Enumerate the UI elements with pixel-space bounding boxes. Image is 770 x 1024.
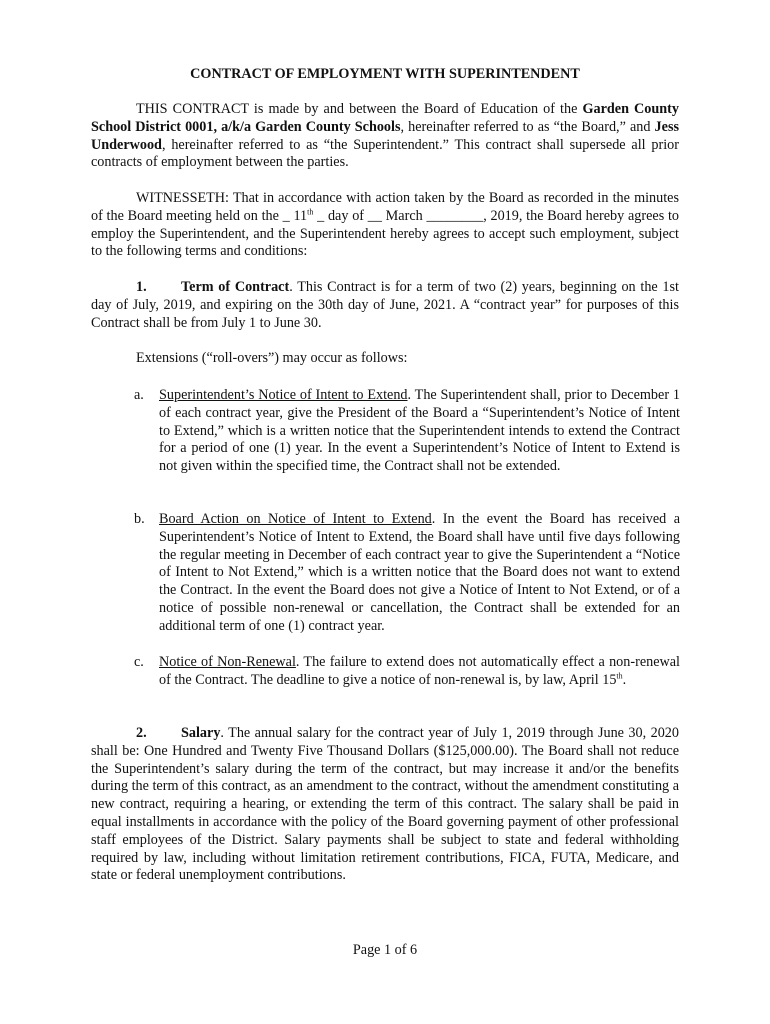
document-title: CONTRACT OF EMPLOYMENT WITH SUPERINTENDENT [190,66,580,82]
extensions-intro-text: Extensions (“roll-overs”) may occur as follows: [136,350,408,366]
witness-sup: th [307,207,314,217]
intro-text-2: , hereinafter referred to as “the Board,” and [400,118,655,135]
page-number: Page 1 of 6 [352,942,418,958]
district-name: Garden County School District 0001, a/k/a Garden County Schools [91,101,679,135]
item-a-heading: Superintendent’s Notice of Intent to Extend [159,387,408,403]
item-c-heading: Notice of Non-Renewal [159,654,296,670]
item-b-letter: b. [134,511,145,527]
intro-text-3: , hereinafter referred to as “the Superintendent.” This contract shall supersede all prior contracts of employment between the parties. [91,136,679,171]
witness-text-1: WITNESSETH: That in accordance with action taken by the Board as recorded in the minutes of the Board meeting held on the _ 11 [91,190,679,224]
item-b-heading: Board Action on Notice of Intent to Extend [159,511,432,527]
witness-text-2: _ day of __ March ________, 2019, the Board hereby agrees to employ the Superintendent, and the Superintendent hereby agrees to accept such employment, subject to the following terms and conditions: [91,207,679,260]
section-1-paragraph [91,279,679,332]
item-c-text: . The failure to extend does not automatically effect a non-renewal of the Contract. The deadline to give a notice of non-renewal is, by law, April 15 [159,654,680,688]
item-c-letter: c. [134,654,144,670]
witness-paragraph [91,190,679,261]
item-b [134,511,680,636]
item-a [134,387,680,476]
item-c-tail: . [622,671,627,688]
item-a-text: . The Superintendent shall, prior to December 1 of each contract year, give the President of the Board a “Superintendent’s Notice of Intent to Extend,” which is a written notice that the Superintendent intends to extend the Contract for a period of one (1) year. In the event a Superintendent’s Notice of Intent to Extend is not given within the specified time, the Contract shall not be extended. [159,387,680,475]
section-1-heading: Term of Contract [181,279,290,295]
superintendent-name: Jess Underwood [91,118,679,153]
intro-paragraph [91,101,679,172]
section-1-number: 1. [136,279,147,295]
section-2-heading: Salary [181,725,221,741]
section-2-text: . The annual salary for the contract year of July 1, 2019 through June 30, 2020 shall be: One Hundred and Twenty Five Thousand Dollars ($125,000.00). The Board shall not reduce the Superintendent’s salary during the term of the contract, but may increase it and/or the benefits during the term of this contract, as an amendment to the contract, without the amendment constituting a new contract, requiring a hearing, or extending the term of this contract. The salary shall be paid in equal installments in accordance with the policy of the Board governing payment of other professional staff employees of the District. Salary payments shall be subject to state and federal withholding required by law, including without limitation retirement contributions, FICA, FUTA, Medicare, and state or federal unemployment contributions. [91,725,679,884]
section-2-paragraph [91,725,679,885]
section-2-number: 2. [136,725,147,741]
extensions-intro [91,350,679,368]
intro-text-1: THIS CONTRACT is made by and between the Board of Education of the [136,101,583,117]
section-1-text: . This Contract is for a term of two (2) years, beginning on the 1st day of July, 2019, and expiring on the 30th day of June, 2021. A “contract year” for purposes of this Contract shall be from July 1 to June 30. [91,279,679,331]
item-c [134,654,680,690]
item-b-text: . In the event the Board has received a Superintendent’s Notice of Intent to Extend, the Board shall have until five days following the regular meeting in December of each contract year to give the Superintendent a “Notice of Intent to Not Extend,” which is a written notice that the Board does not want to extend the Contract. In the event the Board does not give a Notice of Intent to Not Extend, or of a notice of possible non-renewal or cancellation, the Contract shall be extended for an additional term of one (1) contract year. [159,511,681,634]
item-c-sup: th [616,671,623,681]
item-a-letter: a. [134,387,144,403]
